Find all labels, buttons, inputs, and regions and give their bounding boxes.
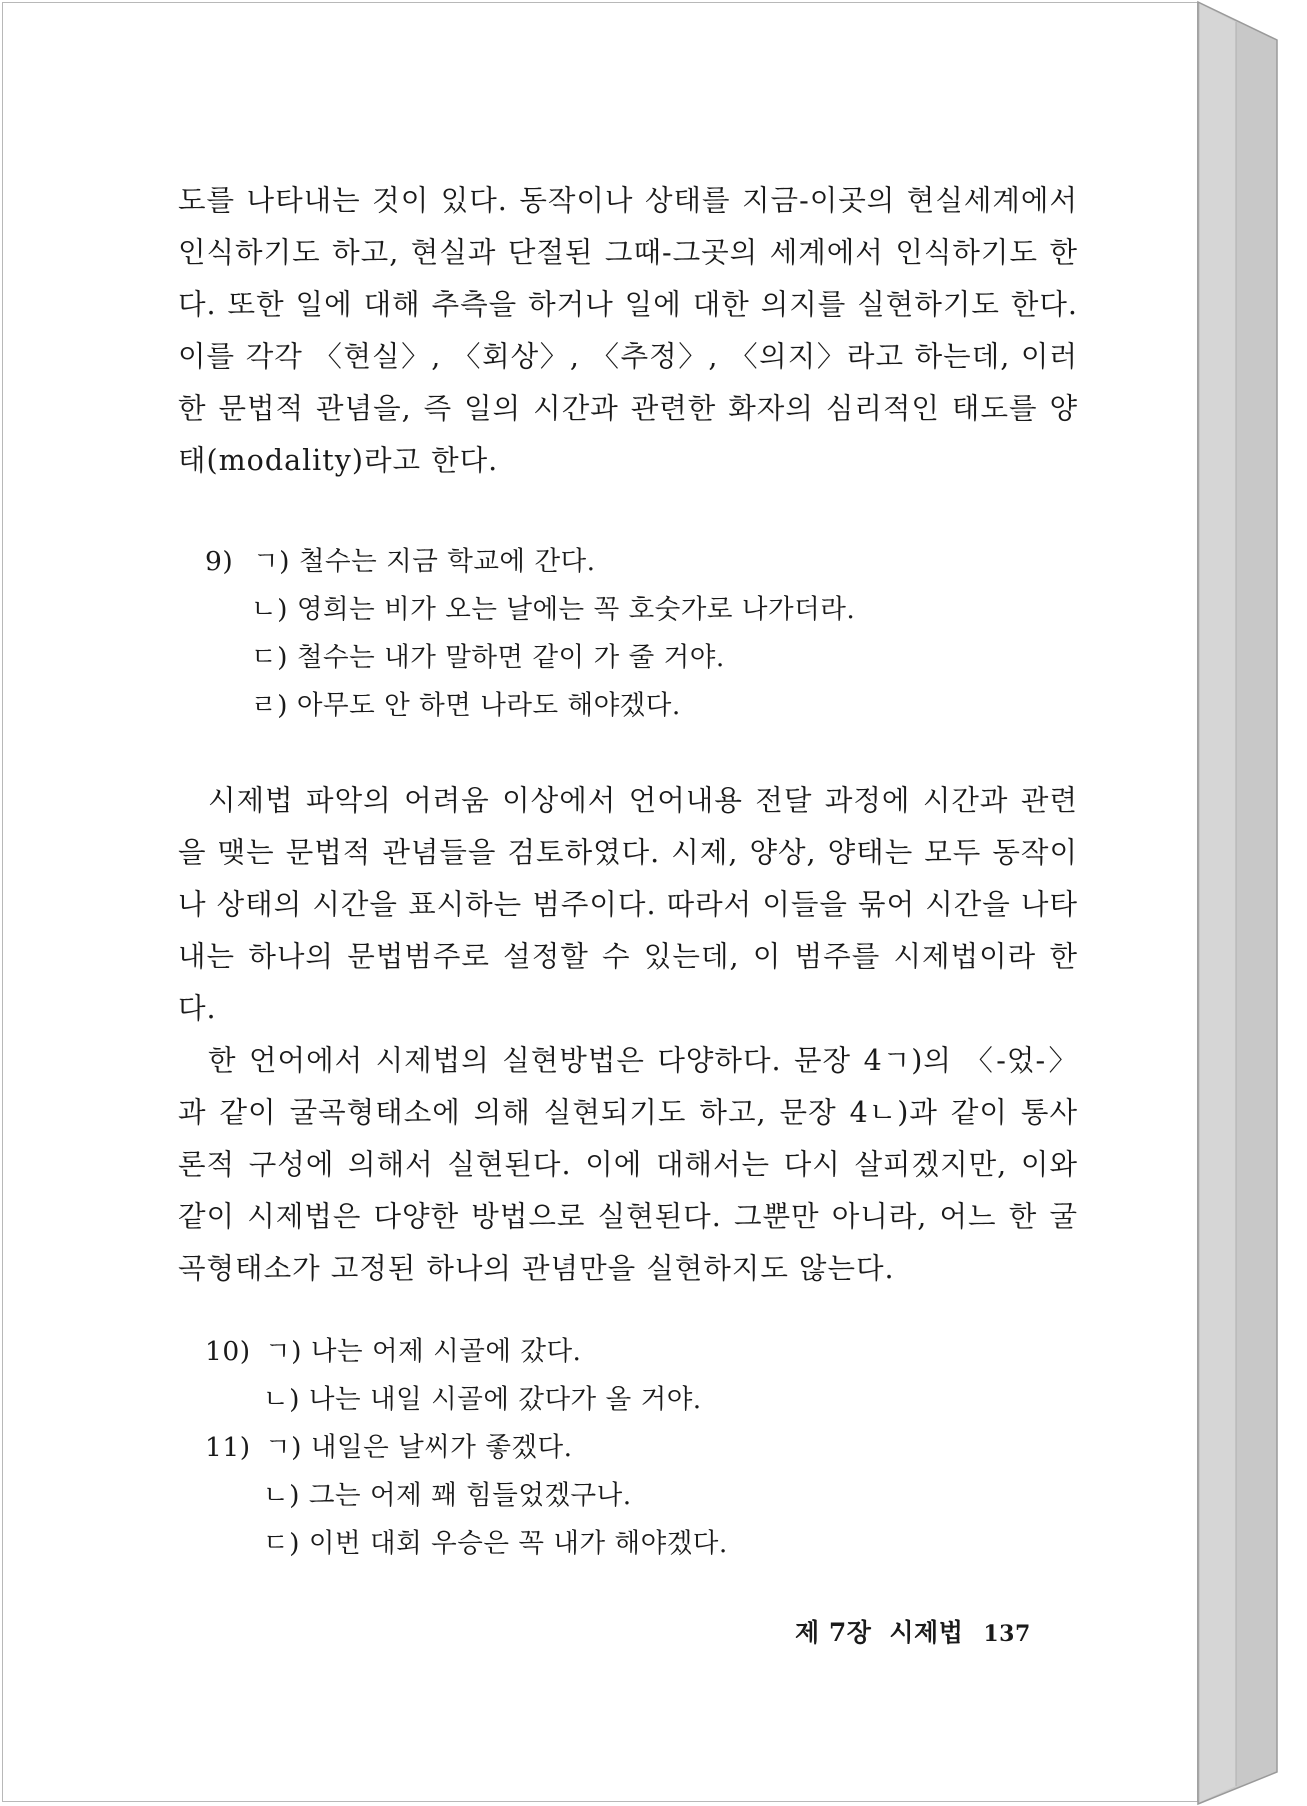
example-item <box>205 634 1065 682</box>
example-item <box>205 1520 1065 1568</box>
example-item <box>205 1328 1065 1376</box>
section-tense-difficulty <box>178 775 1078 1295</box>
page-number: 137 <box>983 1621 1031 1647</box>
example-item <box>205 1424 1065 1472</box>
example-marker: ㄴ) <box>263 1384 300 1415</box>
paragraph-text: 도를 나타내는 것이 있다. 동작이나 상태를 지금-이곳의 현실세계에서 인식하기도 하고, 현실과 단절된 그때-그곳의 세계에서 인식하기도 한다. 또한 일에 대해 추측을 하거나 일에 대한 의지를 실현하기도 한다. 이를 각각 〈현실〉, 〈회상〉, 〈추정〉, 〈의지〉라고 하는데, 이러한 문법적 관념을, 즉 일의 시간과 관련한 화자의 심리적인 태도를 양태(modality)라고 한다. <box>178 184 1078 477</box>
example-text: 내일은 날씨가 좋겠다. <box>310 1432 573 1463</box>
example-list-10-11 <box>205 1328 1065 1568</box>
example-number: 10) <box>205 1336 251 1367</box>
chapter-title: 시제법 <box>889 1618 964 1647</box>
page-footer <box>795 1613 1055 1649</box>
example-text: 아무도 안 하면 나라도 해야겠다. <box>296 690 681 721</box>
example-text: 철수는 내가 말하면 같이 가 줄 거야. <box>296 642 725 673</box>
example-item <box>205 1472 1065 1520</box>
example-number: 11) <box>205 1432 251 1463</box>
example-item <box>205 538 1065 586</box>
example-marker: ㄴ) <box>251 594 288 625</box>
paragraph-modality <box>178 175 1078 487</box>
chapter-number: 제 7장 <box>795 1618 872 1647</box>
example-list-9 <box>205 538 1065 730</box>
example-text: 영희는 비가 오는 날에는 꼭 호숫가로 나가더라. <box>296 594 856 625</box>
paragraph-text: 한 언어에서 시제법의 실현방법은 다양하다. 문장 4ㄱ)의 〈-었-〉과 같이 굴곡형태소에 의해 실현되기도 하고, 문장 4ㄴ)과 같이 통사론적 구성에 의해서 실현된다. 이에 대해서는 다시 살피겠지만, 이와 같이 시제법은 다양한 방법으로 실현된다. 그뿐만 아니라, 어느 한 굴곡형태소가 고정된 하나의 관념만을 실현하지도 않는다. <box>178 1044 1078 1285</box>
example-text: 그는 어제 꽤 힘들었겠구나. <box>308 1480 632 1511</box>
example-marker: ㄷ) <box>263 1528 300 1559</box>
example-marker: ㄷ) <box>251 642 288 673</box>
example-item <box>205 1376 1065 1424</box>
example-text: 나는 어제 시골에 갔다. <box>310 1336 582 1367</box>
example-marker: ㄱ) <box>265 1336 302 1367</box>
example-marker: ㄱ) <box>253 546 290 577</box>
example-marker: ㄹ) <box>251 690 288 721</box>
example-text: 이번 대회 우승은 꼭 내가 해야겠다. <box>308 1528 728 1559</box>
example-marker: ㄱ) <box>265 1432 302 1463</box>
example-text: 철수는 지금 학교에 간다. <box>298 546 596 577</box>
example-marker: ㄴ) <box>263 1480 300 1511</box>
paragraph-text: 시제법 파악의 어려움 이상에서 언어내용 전달 과정에 시간과 관련을 맺는 문법적 관념들을 검토하였다. 시제, 양상, 양태는 모두 동작이나 상태의 시간을 표시하는 범주이다. 따라서 이들을 묶어 시간을 나타내는 하나의 문법범주로 설정할 수 있는데, 이 범주를 시제법이라 한다. <box>178 784 1078 1025</box>
example-item <box>205 682 1065 730</box>
example-number: 9) <box>205 546 234 577</box>
example-item <box>205 586 1065 634</box>
example-text: 나는 내일 시골에 갔다가 올 거야. <box>308 1384 702 1415</box>
